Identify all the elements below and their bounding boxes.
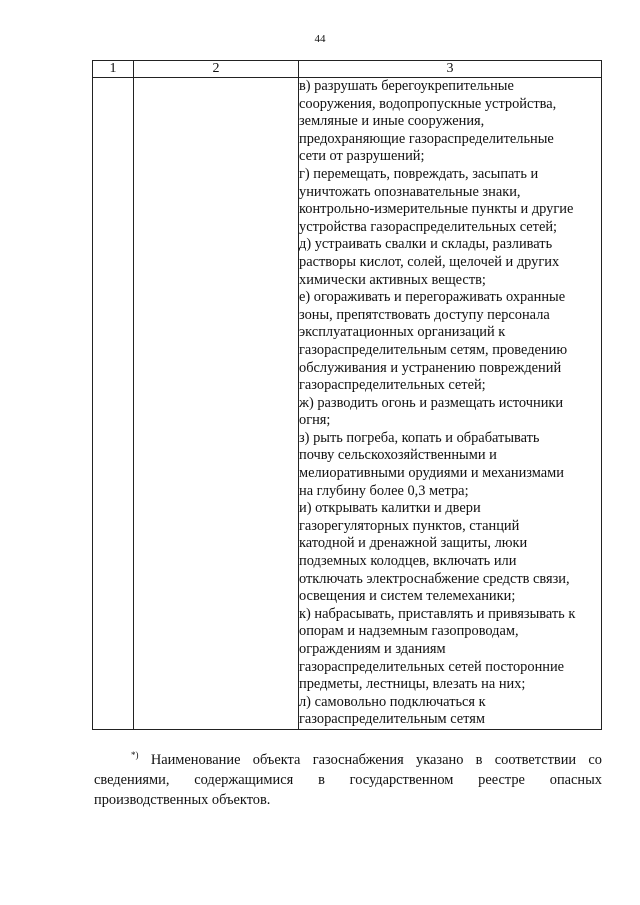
content-line: газораспределительным сетям, проведению [299, 341, 568, 358]
content-line: з) рыть погреба, копать и обрабатывать [299, 429, 540, 446]
content-line: химически активных веществ; [299, 271, 486, 288]
content-line: растворы кислот, солей, щелочей и других [299, 253, 560, 270]
content-line: в) разрушать берегоукрепительные [299, 78, 514, 94]
cell-column-3 [299, 78, 602, 730]
content-line: земляные и иные сооружения, [299, 113, 485, 130]
content-line: освещения и систем телемеханики; [299, 588, 516, 605]
table-row [93, 78, 602, 730]
footnote-marker: *) [131, 750, 139, 760]
content-line: опорам и надземным газопроводам, [299, 623, 519, 640]
footnote [94, 745, 602, 810]
content-line: газорегуляторных пунктов, станций [299, 517, 520, 534]
table-header-row [93, 61, 602, 78]
content-line: зоны, препятствовать доступу персонала [299, 306, 550, 323]
content-line: д) устраивать свалки и склады, разливать [299, 236, 553, 253]
content-line: к) набрасывать, приставлять и привязывать к [299, 605, 576, 622]
column-header-2: 2 [134, 61, 299, 78]
cell-column-1 [93, 78, 134, 730]
content-line: подземных колодцев, включать или [299, 553, 517, 570]
content-line: л) самовольно подключаться к [299, 693, 486, 710]
content-line: устройства газораспределительных сетей; [299, 218, 558, 235]
content-line: сооружения, водопропускные устройства, [299, 95, 557, 112]
content-line: предметы, лестницы, влезать на них; [299, 676, 526, 693]
content-line: ж) разводить огонь и размещать источники [299, 394, 564, 411]
content-line: отключать электроснабжение средств связи, [299, 570, 570, 587]
content-line: уничтожать опознавательные знаки, [299, 183, 521, 200]
footnote-line-3: производственных объектов. [94, 792, 271, 808]
content-line: эксплуатационных организаций к [299, 324, 506, 341]
column-header-1: 1 [93, 61, 134, 78]
footnote-line-2: сведениями, содержащимися в государственном реестре опасных [94, 772, 602, 788]
content-line: и) открывать калитки и двери [299, 500, 481, 517]
footnote-text-1: Наименование объекта газоснабжения указано в соответствии со [150, 752, 602, 768]
content-line: газораспределительных сетей; [299, 377, 486, 394]
content-line: обслуживания и устранению повреждений [299, 359, 562, 376]
footnote-line-1 [94, 745, 602, 770]
document-table [92, 60, 602, 730]
content-line: почву сельскохозяйственными и [299, 447, 497, 464]
content-line: огня; [299, 412, 331, 429]
content-line: газораспределительным сетям [299, 711, 486, 728]
page-number: 44 [314, 33, 326, 45]
content-line: г) перемещать, повреждать, засыпать и [299, 165, 539, 182]
content-line: предохраняющие газораспределительные [299, 130, 554, 147]
column-header-3: 3 [299, 61, 602, 78]
content-line: ограждениям и зданиям [299, 641, 446, 657]
content-line: мелиоративными орудиями и механизмами [299, 465, 564, 482]
content-line: газораспределительных сетей посторонние [299, 658, 565, 675]
content-line: катодной и дренажной защиты, люки [299, 535, 528, 552]
content-line: контрольно-измерительные пункты и другие [299, 201, 574, 218]
content-line: на глубину более 0,3 метра; [299, 482, 469, 499]
content-line: е) огораживать и перегораживать охранные [299, 289, 566, 306]
cell-column-2 [134, 78, 299, 730]
content-line: сети от разрушений; [299, 148, 425, 165]
